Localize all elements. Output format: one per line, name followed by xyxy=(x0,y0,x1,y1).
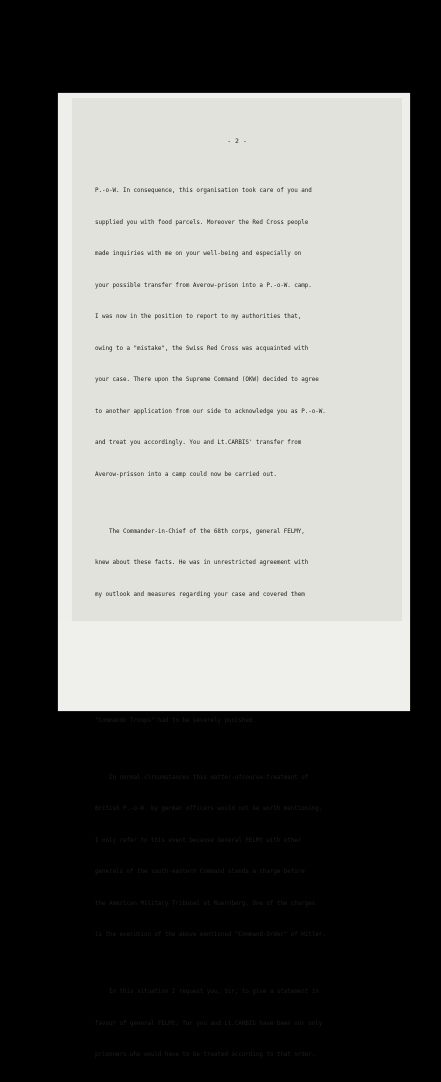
text-line: knew about these facts. He was in unrestricted agreement with xyxy=(95,560,309,566)
document-page xyxy=(72,98,402,1058)
text-line: P.-o-W. In consequence, this organisation took care of you and xyxy=(95,188,312,194)
text-line: generals of the south-eastern Command stands a charge before xyxy=(95,869,305,875)
text-line: favour of general FELMY; for you and Lt.CARBIS have been our only xyxy=(95,1020,323,1027)
text-line: British P.-o-W. by german officers would not be worth mentioning. xyxy=(95,806,323,812)
text-line: The Commander-in-Chief of the 68th corps, general FELMY, xyxy=(95,528,305,535)
text-line: the American Military Tribunal at Nuernberg. One of the charges xyxy=(95,900,316,907)
blank-lower-margin xyxy=(58,621,410,711)
text-line: and treat you accordingly. You and Lt.CARBIS' transfer from xyxy=(95,440,302,446)
text-line: I only refer to this event because General FELMY with other xyxy=(95,837,302,844)
text-line: made inquiries with me on your well-being and especially on xyxy=(95,251,302,257)
text-line: Averow-prisson into a camp could now be carried out. xyxy=(95,471,277,478)
text-line: to another application from our side to acknowledge you as P.-o-W. xyxy=(95,408,326,415)
text-line: supplied you with food parcels. Moreover the Red Cross people xyxy=(95,219,309,226)
text-line: In normal circumstances this matter-ofcourse-treatment of xyxy=(95,774,309,781)
text-line: In this situation I request you, Sir, to give a statement in xyxy=(95,989,319,995)
text-line: is the execution of the above mentioned "Command-Order" of Hitler. xyxy=(95,932,326,938)
text-line: your possible transfer from Averow-prison into a P.-o-W. camp. xyxy=(95,282,312,289)
text-line: I was now in the position to report to my authorities that, xyxy=(95,314,302,320)
scanned-sheet xyxy=(58,93,410,1058)
text-line: prisoners who would have to be treated according to that order. xyxy=(95,1052,316,1058)
text-line: "Commando Troops" had to be severely punished. xyxy=(95,717,256,724)
text-line: your case. There upon the Supreme Command (OKW) decided to agree xyxy=(95,377,319,383)
text-line: my outlook and measures regarding your case and covered them xyxy=(95,591,305,598)
text-line: owing to a "mistake", the Swiss Red Cross was acquainted with xyxy=(95,345,309,352)
page-number: - 2 - xyxy=(227,137,247,145)
